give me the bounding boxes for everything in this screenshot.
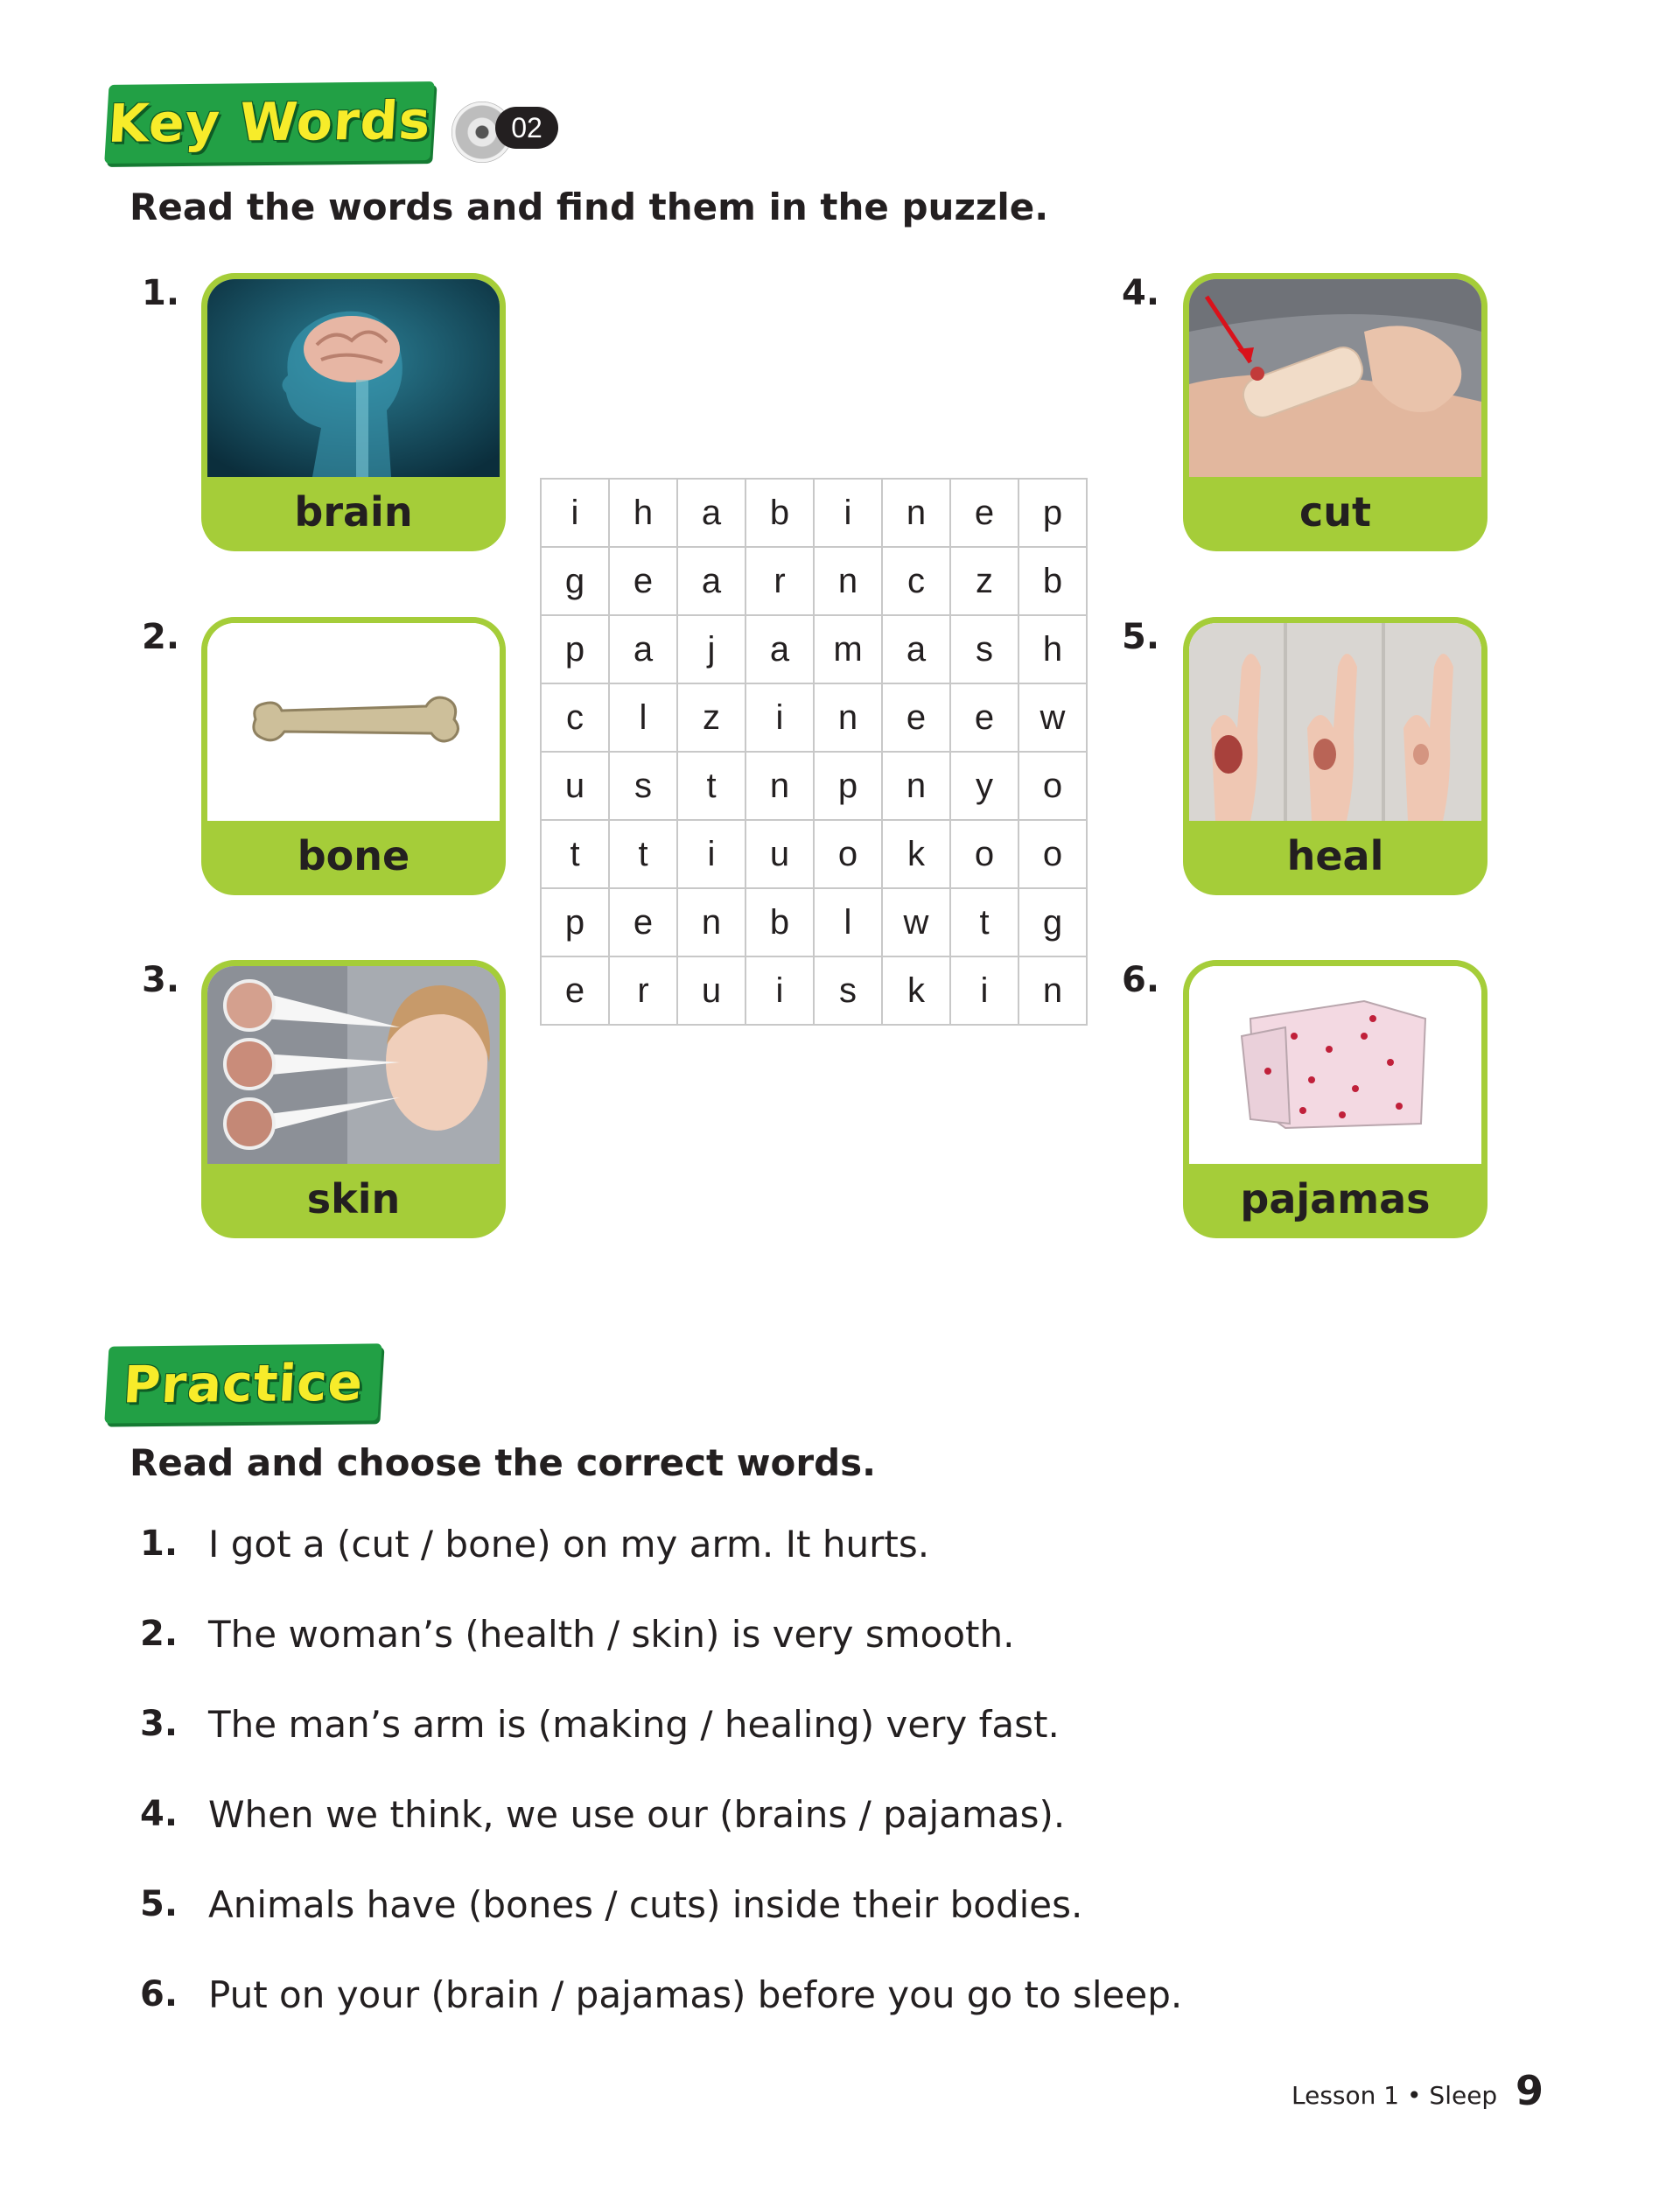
puzzle-cell[interactable]: r	[609, 956, 677, 1025]
word-label-cut: cut	[1298, 488, 1371, 536]
card-number-4: 4.	[1122, 273, 1160, 313]
puzzle-cell[interactable]: c	[882, 547, 950, 615]
puzzle-cell[interactable]: l	[609, 683, 677, 752]
puzzle-row	[541, 888, 1087, 956]
puzzle-cell[interactable]: t	[541, 820, 609, 888]
page-number: 9	[1516, 2067, 1544, 2114]
puzzle-cell[interactable]: t	[677, 752, 746, 820]
puzzle-cell[interactable]: s	[950, 615, 1018, 683]
word-card-bone	[201, 617, 506, 895]
puzzle-row	[541, 683, 1087, 752]
puzzle-row	[541, 956, 1087, 1025]
word-card-cut	[1183, 273, 1488, 551]
puzzle-cell[interactable]: n	[814, 547, 882, 615]
puzzle-cell[interactable]: t	[609, 820, 677, 888]
puzzle-cell[interactable]: k	[882, 820, 950, 888]
puzzle-cell[interactable]: e	[950, 683, 1018, 752]
puzzle-cell[interactable]: n	[882, 479, 950, 547]
puzzle-cell[interactable]: s	[609, 752, 677, 820]
puzzle-row	[541, 615, 1087, 683]
puzzle-cell[interactable]: z	[677, 683, 746, 752]
puzzle-cell[interactable]: i	[814, 479, 882, 547]
puzzle-cell[interactable]: k	[882, 956, 950, 1025]
puzzle-cell[interactable]: e	[541, 956, 609, 1025]
puzzle-row	[541, 547, 1087, 615]
puzzle-cell[interactable]: a	[882, 615, 950, 683]
puzzle-cell[interactable]: i	[746, 683, 814, 752]
card-number-6: 6.	[1122, 960, 1160, 1000]
question-number: 4.	[140, 1794, 178, 1834]
puzzle-cell[interactable]: p	[814, 752, 882, 820]
key-words-instruction: Read the words and find them in the puzzle.	[130, 186, 1049, 228]
puzzle-cell[interactable]: n	[746, 752, 814, 820]
puzzle-row	[541, 752, 1087, 820]
question-number: 6.	[140, 1974, 178, 2014]
question-text: The man’s arm is (making / healing) very fast.	[208, 1703, 1060, 1746]
word-label-brain: brain	[294, 488, 413, 536]
puzzle-cell[interactable]: s	[814, 956, 882, 1025]
card-number-5: 5.	[1122, 617, 1160, 657]
word-label-skin: skin	[306, 1175, 401, 1223]
practice-banner	[104, 1343, 382, 1423]
word-search-puzzle	[540, 478, 1088, 1026]
puzzle-cell[interactable]: p	[541, 615, 609, 683]
question-text: Animals have (bones / cuts) inside their bodies.	[208, 1883, 1083, 1926]
puzzle-cell[interactable]: e	[950, 479, 1018, 547]
puzzle-cell[interactable]: y	[950, 752, 1018, 820]
question-text: The woman’s (health / skin) is very smooth.	[208, 1613, 1015, 1656]
puzzle-cell[interactable]: e	[882, 683, 950, 752]
heal-image	[1189, 623, 1481, 821]
word-card-skin	[201, 960, 506, 1238]
card-number-1: 1.	[142, 273, 180, 313]
puzzle-cell[interactable]: t	[950, 888, 1018, 956]
practice-instruction: Read and choose the correct words.	[130, 1441, 877, 1484]
puzzle-cell[interactable]: b	[746, 888, 814, 956]
puzzle-cell[interactable]: p	[1018, 479, 1087, 547]
puzzle-cell[interactable]: o	[1018, 820, 1087, 888]
puzzle-row	[541, 820, 1087, 888]
skin-image	[207, 966, 500, 1164]
puzzle-cell[interactable]: i	[746, 956, 814, 1025]
question-text: Put on your (brain / pajamas) before you go to sleep.	[208, 1973, 1183, 2016]
question-number: 1.	[140, 1524, 178, 1564]
puzzle-cell[interactable]: p	[541, 888, 609, 956]
puzzle-cell[interactable]: m	[814, 615, 882, 683]
puzzle-cell[interactable]: g	[541, 547, 609, 615]
puzzle-cell[interactable]: n	[677, 888, 746, 956]
puzzle-cell[interactable]: g	[1018, 888, 1087, 956]
puzzle-cell[interactable]: e	[609, 547, 677, 615]
puzzle-cell[interactable]: u	[746, 820, 814, 888]
puzzle-cell[interactable]: l	[814, 888, 882, 956]
puzzle-cell[interactable]: h	[1018, 615, 1087, 683]
key-words-title: Key Words	[106, 90, 433, 155]
word-label-heal: heal	[1286, 832, 1384, 879]
puzzle-cell[interactable]: z	[950, 547, 1018, 615]
puzzle-row	[541, 479, 1087, 547]
question-number: 5.	[140, 1884, 178, 1924]
card-number-3: 3.	[142, 960, 180, 1000]
audio-track-badge[interactable]: 02	[495, 107, 558, 149]
question-text: When we think, we use our (brains / pajamas).	[208, 1793, 1066, 1836]
word-card-heal	[1183, 617, 1488, 895]
question-text: I got a (cut / bone) on my arm. It hurts.	[208, 1523, 930, 1566]
puzzle-cell[interactable]: o	[950, 820, 1018, 888]
word-card-pajamas	[1183, 960, 1488, 1238]
cut-image	[1189, 279, 1481, 477]
puzzle-cell[interactable]: n	[1018, 956, 1087, 1025]
puzzle-cell[interactable]: n	[814, 683, 882, 752]
card-number-2: 2.	[142, 617, 180, 657]
puzzle-cell[interactable]: o	[814, 820, 882, 888]
puzzle-cell[interactable]: o	[1018, 752, 1087, 820]
question-number: 2.	[140, 1614, 178, 1654]
puzzle-cell[interactable]: i	[950, 956, 1018, 1025]
practice-title: Practice	[121, 1352, 366, 1415]
puzzle-cell[interactable]: c	[541, 683, 609, 752]
puzzle-cell[interactable]: r	[746, 547, 814, 615]
puzzle-cell[interactable]: j	[677, 615, 746, 683]
puzzle-cell[interactable]: w	[1018, 683, 1087, 752]
puzzle-cell[interactable]: u	[541, 752, 609, 820]
puzzle-cell[interactable]: a	[677, 547, 746, 615]
puzzle-cell[interactable]: b	[746, 479, 814, 547]
puzzle-cell[interactable]: a	[609, 615, 677, 683]
lesson-footer: Lesson 1 • Sleep	[1292, 2081, 1498, 2110]
puzzle-cell[interactable]: n	[882, 752, 950, 820]
puzzle-cell[interactable]: u	[677, 956, 746, 1025]
puzzle-cell[interactable]: w	[882, 888, 950, 956]
puzzle-cell[interactable]: i	[541, 479, 609, 547]
word-label-bone: bone	[297, 832, 410, 879]
word-label-pajamas: pajamas	[1240, 1175, 1431, 1223]
key-words-banner	[104, 81, 435, 164]
brain-image	[207, 279, 500, 477]
pajamas-image	[1189, 966, 1481, 1164]
question-number: 3.	[140, 1704, 178, 1744]
puzzle-cell[interactable]: i	[677, 820, 746, 888]
puzzle-cell[interactable]: h	[609, 479, 677, 547]
bone-image	[207, 623, 500, 821]
puzzle-cell[interactable]: a	[746, 615, 814, 683]
puzzle-cell[interactable]: b	[1018, 547, 1087, 615]
puzzle-cell[interactable]: e	[609, 888, 677, 956]
puzzle-cell[interactable]: a	[677, 479, 746, 547]
word-card-brain	[201, 273, 506, 551]
